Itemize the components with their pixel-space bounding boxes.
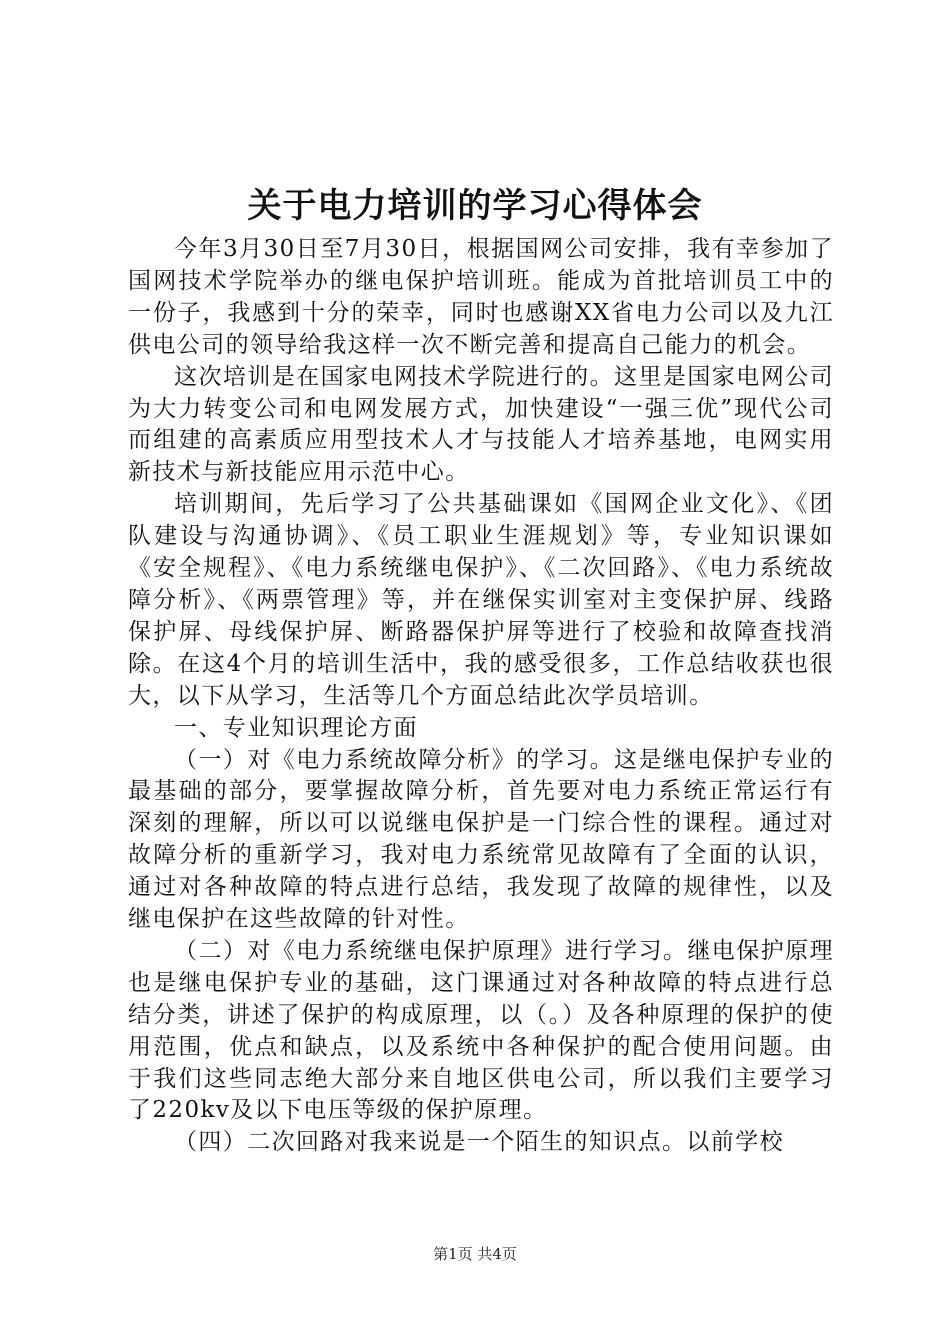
paragraph-fault-analysis: （一）对《电力系统故障分析》的学习。这是继电保护专业的最基础的部分，要掌握故障分析，首先要对电力系统正常运行有深刻的理解，所以可以说继电保护是一门综合性的课程。通过对故障分析的重新学习，我对电力系统常见故障有了全面的认识，通过对各种故障的特点进行总结，我发现了故障的规律性，以及继电保护在这些故障的针对性。 — [128, 746, 834, 933]
paragraph-relay-protection: （二）对《电力系统继电保护原理》进行学习。继电保护原理也是继电保护专业的基础，这门课通过对各种故障的特点进行总结分类，讲述了保护的构成原理，以（。）及各种原理的保护的使用范围，优点和缺点，以及系统中各种保护的配合使用问题。由于我们这些同志绝大部分来自地区供电公司，所以我们主要学习了220kv及以下电压等级的保护原理。 — [128, 937, 834, 1124]
paragraph-training-location: 这次培训是在国家电网技术学院进行的。这里是国家电网公司为大力转变公司和电网发展方式，加快建设“一强三优”现代公司而组建的高素质应用型技术人才与技能人才培养基地，电网实用新技术与新技能应用示范中心。 — [128, 363, 834, 486]
paragraph-secondary-circuit: （四）二次回路对我来说是一个陌生的知识点。以前学校 — [174, 1129, 784, 1156]
page-footer: 第1页 共4页 — [433, 1245, 517, 1263]
paragraph-intro: 今年3月30日至7月30日，根据国网公司安排，我有幸参加了国网技术学院举办的继电保护培训班。能成为首批培训员工中的一份子，我感到十分的荣幸，同时也感谢XX省电力公司以及九江供电公司的领导给我这样一次不断完善和提高自己能力的机会。 — [128, 236, 834, 358]
paragraph-training-period: 培训期间，先后学习了公共基础课如《国网企业文化》、《团队建设与沟通协调》、《员工职业生涯规划》等，专业知识课如《安全规程》、《电力系统继电保护》、《二次回路》、《电力系统故障分析》、《两票管理》等，并在继保实训室对主变保护屏、线路保护屏、母线保护屏、断路器保护屏等进行了校验和故障查找消除。在这4个月的培训生活中，我的感受很多，工作总结收获也很大，以下从学习，生活等几个方面总结此次学员培训。 — [128, 491, 834, 709]
section-heading-theory: 一、专业知识理论方面 — [174, 714, 418, 741]
document-body — [128, 234, 834, 1159]
document-title: 关于电力培训的学习心得体会 — [247, 186, 703, 226]
